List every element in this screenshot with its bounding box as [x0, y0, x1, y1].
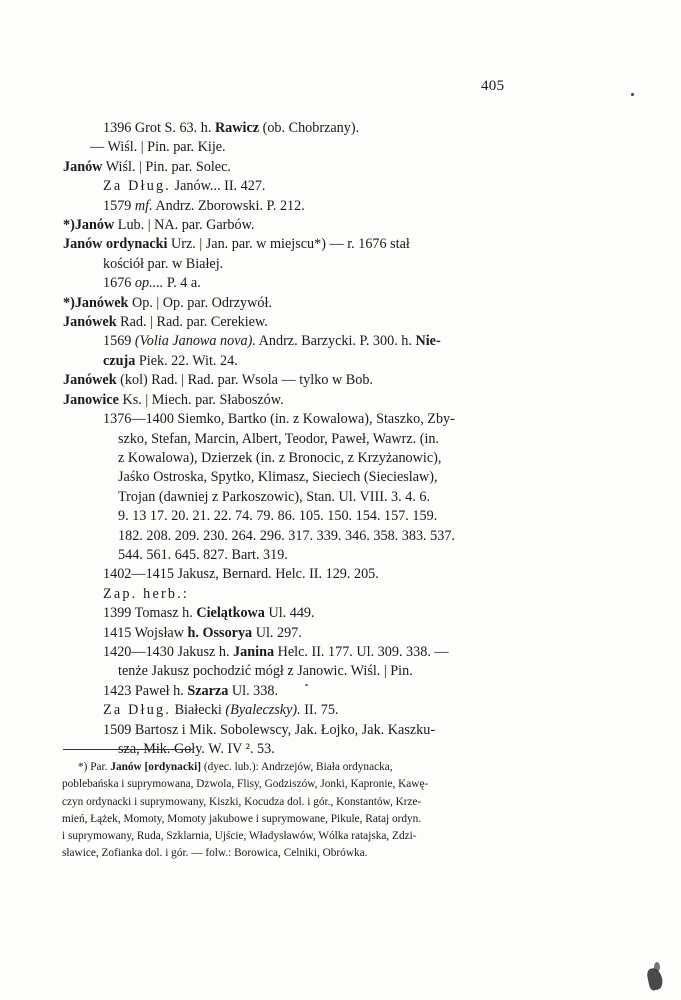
entry-line-text: 1420—1430 Jakusz h.	[103, 643, 234, 660]
entry-line-text: Ul. 338.	[228, 682, 278, 699]
entry-line-text: Andrz. Barzycki. P. 300. h.	[255, 333, 416, 350]
footnote-line-text: Janów [ordynacki]	[110, 761, 202, 773]
entry-line-text: 1415 Wojsław	[103, 624, 188, 641]
entry-line-text: Szarza	[187, 682, 229, 699]
entry-line	[0, 177, 681, 196]
entry-line-text: Białecki	[171, 702, 226, 719]
entry-line-text: Trojan (dawniej z Parkoszowic), Stan. Ul. VIII. 3. 4. 6.	[118, 488, 431, 505]
entry-line	[0, 468, 681, 487]
entry-line	[0, 682, 681, 701]
entry-line-text: Janów ordynacki	[63, 236, 168, 253]
footnote-line	[62, 794, 524, 811]
entry-line-text: (ob. Chobrzany).	[259, 120, 360, 136]
entry-line-text: Janówek	[63, 314, 117, 331]
entry-line-text: Janowice	[63, 391, 119, 408]
footnote-line-text: mień, Łążek, Momoty, Momoty jakubowe i suprymowane, Pikule, Rataj ordyn.	[62, 812, 422, 825]
entry-line-text: Janówek	[63, 372, 117, 389]
entry-line	[0, 352, 681, 371]
entry-line-text: Rad. | Rad. par. Cerekiew.	[116, 314, 268, 331]
entry-line-text: op....	[134, 275, 164, 292]
entry-line	[0, 449, 681, 468]
entry-line-text: (kol) Rad. | Rad. par. Wsola — tylko w Bob.	[116, 372, 373, 389]
entry-line-text: szko, Stefan, Marcin, Albert, Teodor, Paweł, Wawrz. (in.	[118, 430, 440, 447]
entry-line-text: 182. 208. 209. 230. 264. 296. 317. 339. 346. 358. 383. 537.	[118, 527, 455, 544]
entry-line	[0, 332, 681, 351]
entry-line	[0, 721, 681, 740]
entry-line	[0, 391, 681, 410]
entry-line	[0, 488, 681, 507]
entry-line-text: (Byaleczsky).	[225, 702, 301, 719]
entry-line	[0, 546, 681, 565]
entry-line-text: 1396 Grot S. 63. h.	[103, 120, 215, 136]
entry-line	[0, 235, 681, 254]
entry-line-text: II. 75.	[300, 702, 339, 719]
entry-line-text: Za Dług.	[103, 178, 172, 195]
entry-line-text: — Wiśl. | Pin. par. Kije.	[90, 139, 226, 156]
entry-line	[0, 294, 681, 313]
footnote-line	[62, 811, 524, 828]
footnote-line-text: poblebańska i suprymowana, Dzwola, Flisy, Godziszów, Jonki, Kapronie, Kawę-	[62, 778, 429, 791]
entry-line-text: mf.	[134, 197, 153, 214]
entry-line-text: Za Dług.	[103, 702, 172, 719]
entry-line-text: Piek. 22. Wit. 24.	[135, 352, 238, 369]
entry-line-text: z Kowalowa), Dzierzek (in. z Bronocic, z Krzyżanowic),	[118, 449, 442, 466]
entry-line-text: Zap. herb.:	[103, 585, 190, 602]
entry-line	[0, 662, 681, 681]
entry-line-text: Urz. | Jan. par. w miejscu*) — r. 1676 stał	[167, 236, 410, 253]
entry-line	[0, 624, 681, 643]
entry-line	[0, 158, 681, 177]
entry-line	[0, 585, 681, 604]
ink-smudge-small	[654, 962, 660, 972]
entry-line-text: Rawicz	[214, 120, 260, 136]
entry-line-text: 1423 Paweł h.	[103, 682, 188, 699]
footnote-line-text: i suprymowany, Ruda, Szklarnia, Ujście, Władysławów, Wólka ratajska, Zdzi-	[62, 830, 417, 843]
entry-line-text: Ul. 297.	[252, 624, 302, 641]
entry-line	[0, 138, 681, 157]
entry-line-text: kościół par. w Białej.	[103, 255, 224, 272]
footnote-line-text: (dyec. lub.): Andrzejów, Biała ordynacka,	[201, 761, 393, 773]
entry-line-text: Ks. | Miech. par. Słaboszów.	[118, 391, 284, 408]
entry-line-text: Janów	[63, 158, 103, 175]
entry-line-text: 1569	[103, 333, 135, 350]
entry-line-text: Lub. | NA. par. Garbów.	[114, 217, 255, 234]
entry-line-text: Nie-	[415, 333, 441, 350]
entry-line-text: (Volia Janowa nova).	[134, 333, 256, 350]
entry-line-text: 1399 Tomasz h.	[103, 605, 197, 622]
entry-line-text: Op. | Op. par. Odrzywół.	[128, 294, 272, 311]
footnote-line	[62, 845, 524, 862]
entry-line-text: *)Janówek	[63, 294, 129, 311]
entry-line-text: 9. 13 17. 20. 21. 22. 74. 79. 86. 105. 150. 154. 157. 159.	[118, 508, 438, 525]
ink-speck	[305, 684, 308, 686]
entry-line	[0, 216, 681, 235]
entry-line-text: Jaśko Ostroska, Spytko, Klimasz, Sieciech (Siecieslaw),	[118, 469, 438, 486]
entry-line	[0, 371, 681, 390]
entry-line	[0, 410, 681, 429]
entry-line-text: 1579	[103, 197, 135, 214]
entry-line	[0, 274, 681, 293]
entry-line	[0, 701, 681, 720]
footnote-line	[62, 828, 524, 845]
footnote-line	[62, 776, 524, 793]
entry-line-text: Andrz. Zborowski. P. 212.	[152, 197, 305, 214]
entry-line	[0, 527, 681, 546]
entry-line-text: Wiśl. | Pin. par. Solec.	[102, 158, 231, 175]
entry-line-text: tenże Jakusz pochodzić mógł z Janowic. Wiśl. | Pin.	[118, 663, 413, 680]
entry-line-text: *)Janów	[63, 217, 115, 234]
footnote-line-text: czyn ordynacki i suprymowany, Kiszki, Kocudza dol. i gór., Konstantów, Krze-	[62, 795, 422, 808]
entry-line-text: 1376—1400 Siemko, Bartko (in. z Kowalowa), Staszko, Zby-	[103, 411, 455, 428]
entry-line	[0, 430, 681, 449]
entry-line	[0, 604, 681, 623]
entry-line-text: Helc. II. 177. Ul. 309. 338. —	[274, 643, 449, 660]
entry-line-text: 544. 561. 645. 827. Bart. 319.	[118, 546, 288, 563]
entry-line-text: 1402—1415 Jakusz, Bernard. Helc. II. 129. 205.	[103, 566, 379, 583]
entry-line-text: Janów... II. 427.	[171, 178, 266, 195]
footnote	[62, 759, 524, 863]
entry-line-text: 1509 Bartosz i Mik. Sobolewscy, Jak. Łojko, Jak. Kaszku-	[103, 721, 436, 738]
entry-line-text: sza, Mik. Goły. W. IV ². 53.	[118, 741, 275, 757]
entry-line	[0, 507, 681, 526]
entry-line	[0, 643, 681, 662]
entry-line	[0, 255, 681, 274]
ink-dot	[631, 93, 634, 96]
footnote-line	[62, 759, 524, 776]
footnote-rule	[63, 749, 192, 750]
gazetteer-entries	[0, 119, 681, 759]
footnote-line-text: *) Par.	[78, 761, 111, 773]
entry-line-text: P. 4 a.	[163, 275, 201, 292]
entry-line	[0, 313, 681, 332]
page-number: 405	[481, 78, 505, 94]
footnote-line-text: sławice, Zofianka dol. i gór. — folw.: Borowica, Celniki, Obrówka.	[62, 847, 368, 860]
entry-line-text: Janina	[233, 643, 275, 660]
entry-line-text: h. Ossorya	[187, 624, 253, 641]
entry-line	[0, 197, 681, 216]
entry-line	[0, 119, 681, 138]
entry-line-text: 1676	[103, 275, 135, 292]
entry-line-text: czuja	[103, 352, 136, 369]
entry-line-text: Cielątkowa	[196, 605, 265, 622]
entry-line-text: Ul. 449.	[264, 605, 315, 622]
entry-line	[0, 565, 681, 584]
